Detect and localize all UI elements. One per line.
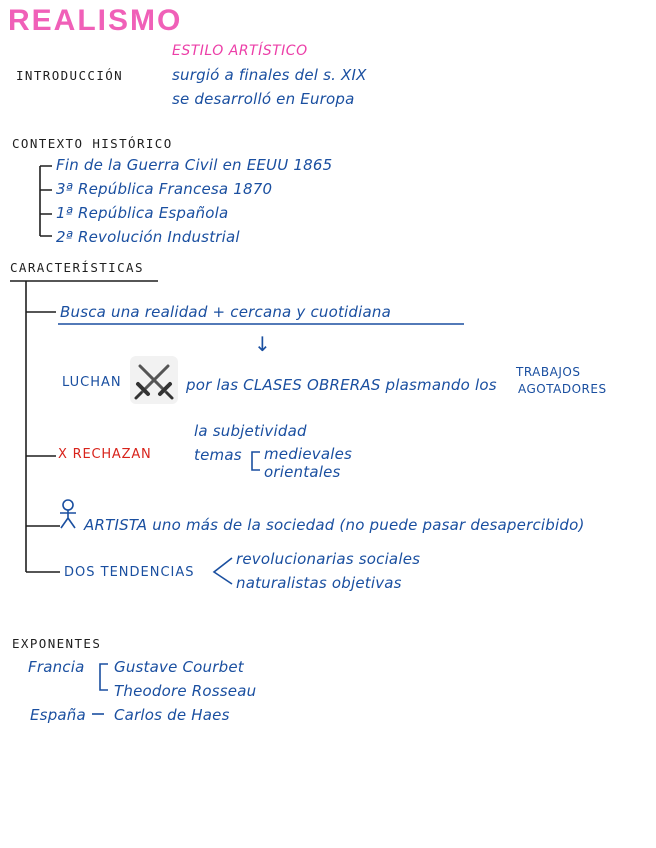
exponent-item: Theodore Rosseau bbox=[114, 682, 257, 700]
characteristics-heading: CARACTERÍSTICAS bbox=[10, 260, 144, 275]
exponents-heading: EXPONENTES bbox=[12, 636, 102, 651]
context-item: 3ª República Francesa 1870 bbox=[56, 180, 273, 198]
exponent-item: Carlos de Haes bbox=[114, 706, 230, 724]
artist-text: ARTISTA uno más de la sociedad (no puede pasar desapercibido) bbox=[84, 516, 585, 534]
page-title: REALISMO bbox=[8, 4, 183, 37]
struggle-note-1: TRABAJOS bbox=[516, 365, 581, 379]
tendency-item: naturalistas objetivas bbox=[236, 574, 402, 592]
france-label: Francia bbox=[28, 658, 85, 676]
context-item: 1ª República Española bbox=[56, 204, 229, 222]
struggle-text: por las CLASES OBRERAS plasmando los bbox=[186, 376, 497, 394]
subjectivity-text: la subjetividad bbox=[194, 422, 307, 440]
down-arrow-icon: ↓ bbox=[254, 332, 271, 356]
intro-line-2: se desarrolló en Europa bbox=[172, 90, 355, 108]
reality-text: Busca una realidad + cercana y cuotidiana bbox=[60, 303, 392, 321]
crossed-swords-icon bbox=[130, 356, 178, 404]
context-item: 2ª Revolución Industrial bbox=[56, 228, 240, 246]
person-icon bbox=[60, 500, 76, 528]
intro-heading: INTRODUCCIÓN bbox=[16, 68, 124, 83]
exponent-item: Gustave Courbet bbox=[114, 658, 244, 676]
context-heading: CONTEXTO HISTÓRICO bbox=[12, 136, 173, 151]
struggle-lead: LUCHAN bbox=[62, 375, 122, 390]
spain-label: España bbox=[30, 706, 86, 724]
context-item: Fin de la Guerra Civil en EEUU 1865 bbox=[56, 156, 333, 174]
reject-label: X RECHAZAN bbox=[58, 447, 152, 462]
tendencies-label: DOS TENDENCIAS bbox=[64, 565, 195, 580]
themes-label: temas bbox=[194, 446, 242, 464]
style-label: ESTILO ARTÍSTICO bbox=[172, 43, 308, 59]
tendency-item: revolucionarias sociales bbox=[236, 550, 421, 568]
theme-item: orientales bbox=[264, 463, 341, 481]
theme-item: medievales bbox=[264, 445, 353, 463]
intro-line-1: surgió a finales del s. XIX bbox=[172, 66, 367, 84]
struggle-note-2: AGOTADORES bbox=[518, 382, 607, 396]
